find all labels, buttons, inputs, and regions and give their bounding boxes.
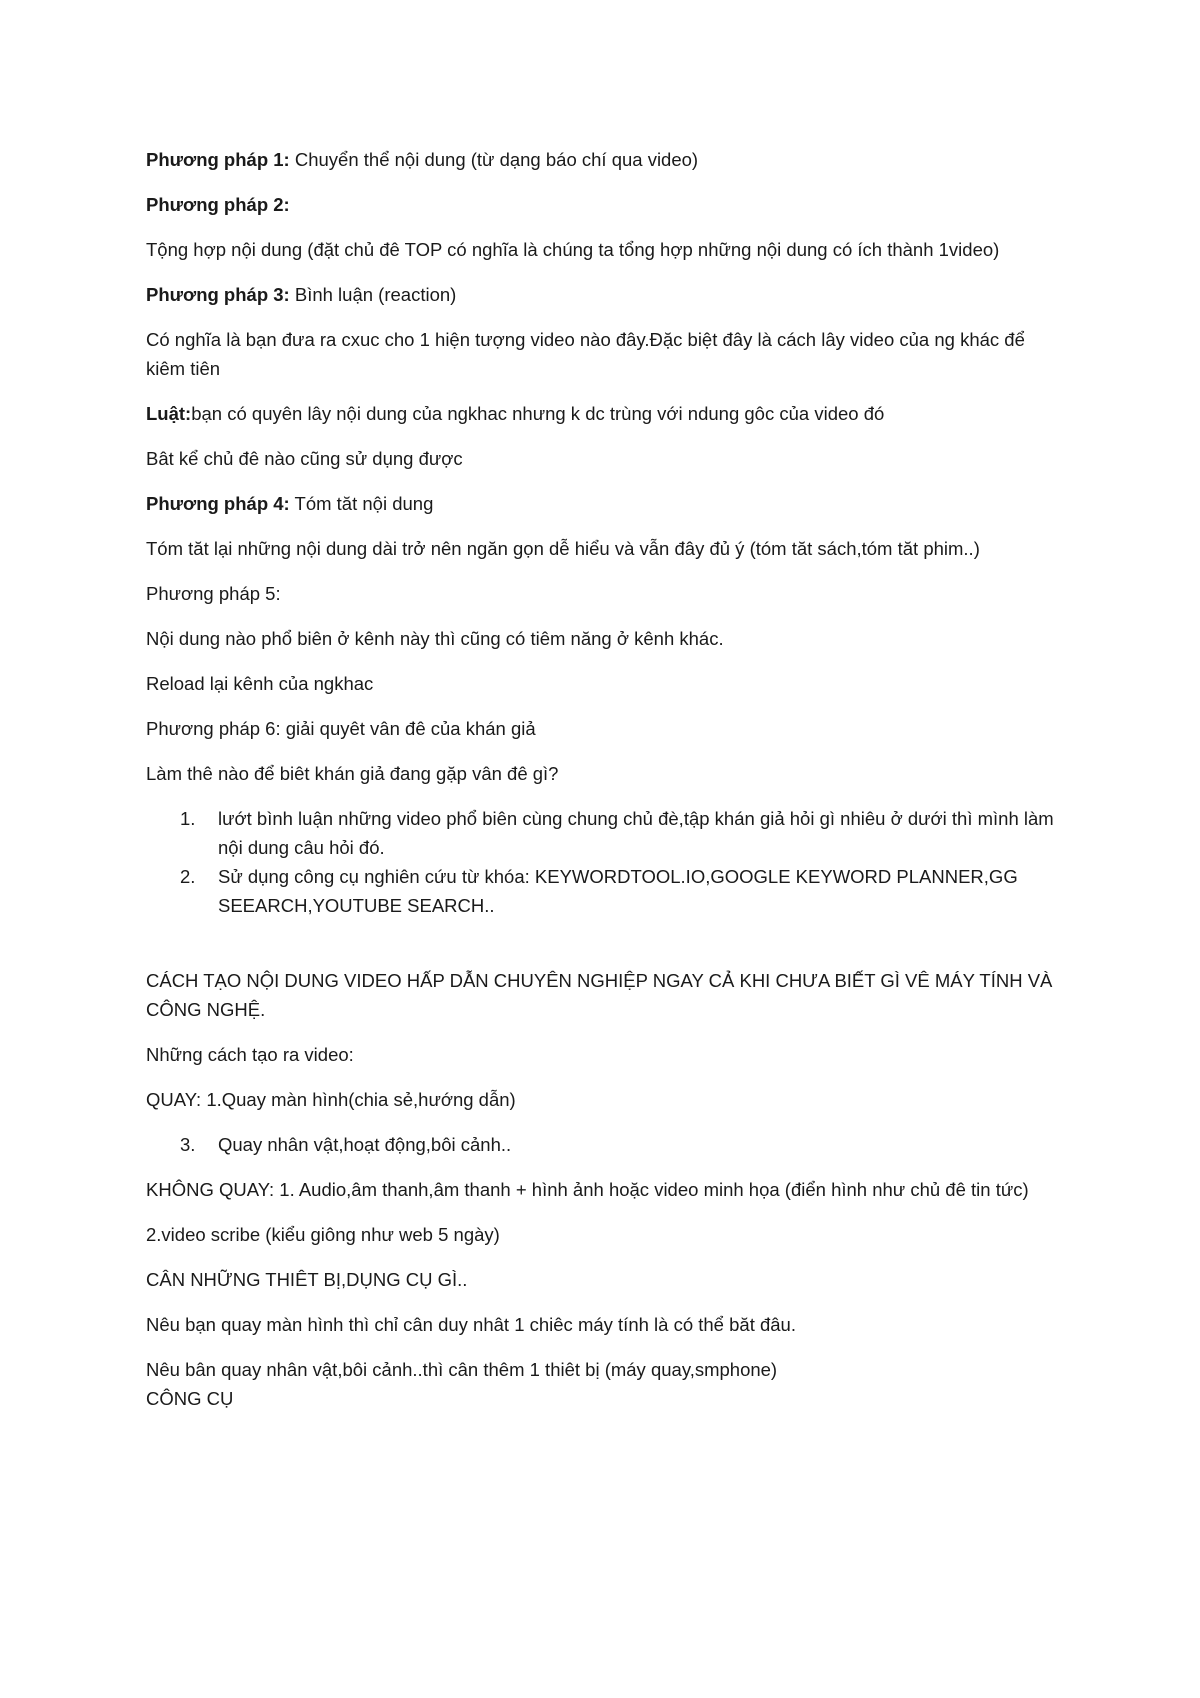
method-4-text: Tóm tăt lại những nội dung dài trở nên ngăn gọn dễ hiểu và vẫn đây đủ ý (tóm tăt sách,tóm tăt phim..) (146, 538, 980, 559)
document-page (146, 145, 1066, 1429)
list-item-text: Sử dụng công cụ nghiên cứu từ khóa: KEYWORDTOOL.IO,GOOGLE KEYWORD PLANNER,GG SEEARCH,YOUTUBE SEARCH.. (218, 866, 1018, 916)
method-1-text: Chuyển thể nội dung (từ dạng báo chí qua video) (289, 149, 699, 170)
reload-text: Reload lại kênh của ngkhac (146, 673, 374, 694)
list-item (146, 1130, 1066, 1159)
method-1-label: Phương pháp 1: (146, 149, 290, 170)
method-3-title: Bình luận (reaction) (289, 284, 457, 305)
screen-record-text: Nêu bạn quay màn hình thì chỉ cân duy nhât 1 chiêc máy tính là có thể băt đâu. (146, 1314, 796, 1335)
list-item (146, 862, 1066, 920)
method-3-text: Có nghĩa là bạn đưa ra cxuc cho 1 hiện tượng video nào đây.Đặc biệt đây là cách lây video của ng khác để kiêm tiên (146, 329, 1025, 379)
quay-list (146, 1130, 1066, 1159)
section-heading: CÁCH TẠO NỘI DUNG VIDEO HẤP DẪN CHUYÊN NGHIỆP NGAY CẢ KHI CHƯA BIẾT GÌ VÊ MÁY TÍNH VÀ CÔNG NGHỆ. (146, 970, 1053, 1020)
scribe-line: 2.video scribe (kiểu giông như web 5 ngày) (146, 1224, 500, 1245)
blank-line (146, 936, 1066, 966)
method-5-title: Phương pháp 5: (146, 583, 281, 604)
method-4-line (146, 489, 1066, 518)
method-3-line (146, 280, 1066, 309)
character-record-text: Nêu bân quay nhân vật,bôi cảnh..thì cân thêm 1 thiêt bị (máy quay,smphone) (146, 1359, 778, 1380)
method-6-title: Phương pháp 6: giải quyêt vân đê của khán giả (146, 718, 536, 739)
list-item-text: lướt bình luận những video phổ biên cùng chung chủ đè,tập khán giả hỏi gì nhiêu ở dưới thì mình làm nội dung câu hỏi đó. (218, 808, 1054, 858)
khong-quay-line: KHÔNG QUAY: 1. Audio,âm thanh,âm thanh + hình ảnh hoặc video minh họa (điển hình như chủ đê tin tức) (146, 1179, 1029, 1200)
law-label: Luật: (146, 403, 192, 424)
devices-heading: CÂN NHỮNG THIÊT BỊ,DỤNG CỤ GÌ.. (146, 1269, 468, 1290)
list-item (146, 804, 1066, 862)
list-item-number: 1. (180, 808, 196, 829)
list-item-number: 2. (180, 866, 196, 887)
method-5-text: Nội dung nào phổ biên ở kênh này thì cũng có tiêm năng ở kênh khác. (146, 628, 724, 649)
any-topic-text: Bât kể chủ đê nào cũng sử dụng được (146, 448, 463, 469)
method-4-label: Phương pháp 4: (146, 493, 290, 514)
method-2-label: Phương pháp 2: (146, 194, 290, 215)
ways-title: Những cách tạo ra video: (146, 1044, 354, 1065)
method-3-label: Phương pháp 3: (146, 284, 290, 305)
law-text: bạn có quyên lây nội dung của ngkhac nhưng k dc trùng với ndung gôc của video đó (191, 403, 885, 424)
research-list (146, 804, 1066, 920)
method-1-line (146, 145, 1066, 174)
list-item-text: Quay nhân vật,hoạt động,bôi cảnh.. (218, 1134, 512, 1155)
how-question: Làm thê nào để biêt khán giả đang gặp vân đê gì? (146, 763, 559, 784)
method-4-title: Tóm tăt nội dung (289, 493, 434, 514)
method-2-text: Tộng hợp nội dung (đặt chủ đê TOP có nghĩa là chúng ta tổng hợp những nội dung có ích thành 1video) (146, 239, 1000, 260)
tools-heading: CÔNG CỤ (146, 1388, 234, 1409)
law-line (146, 399, 1066, 428)
quay-line: QUAY: 1.Quay màn hình(chia sẻ,hướng dẫn) (146, 1089, 516, 1110)
list-item-number: 3. (180, 1134, 196, 1155)
